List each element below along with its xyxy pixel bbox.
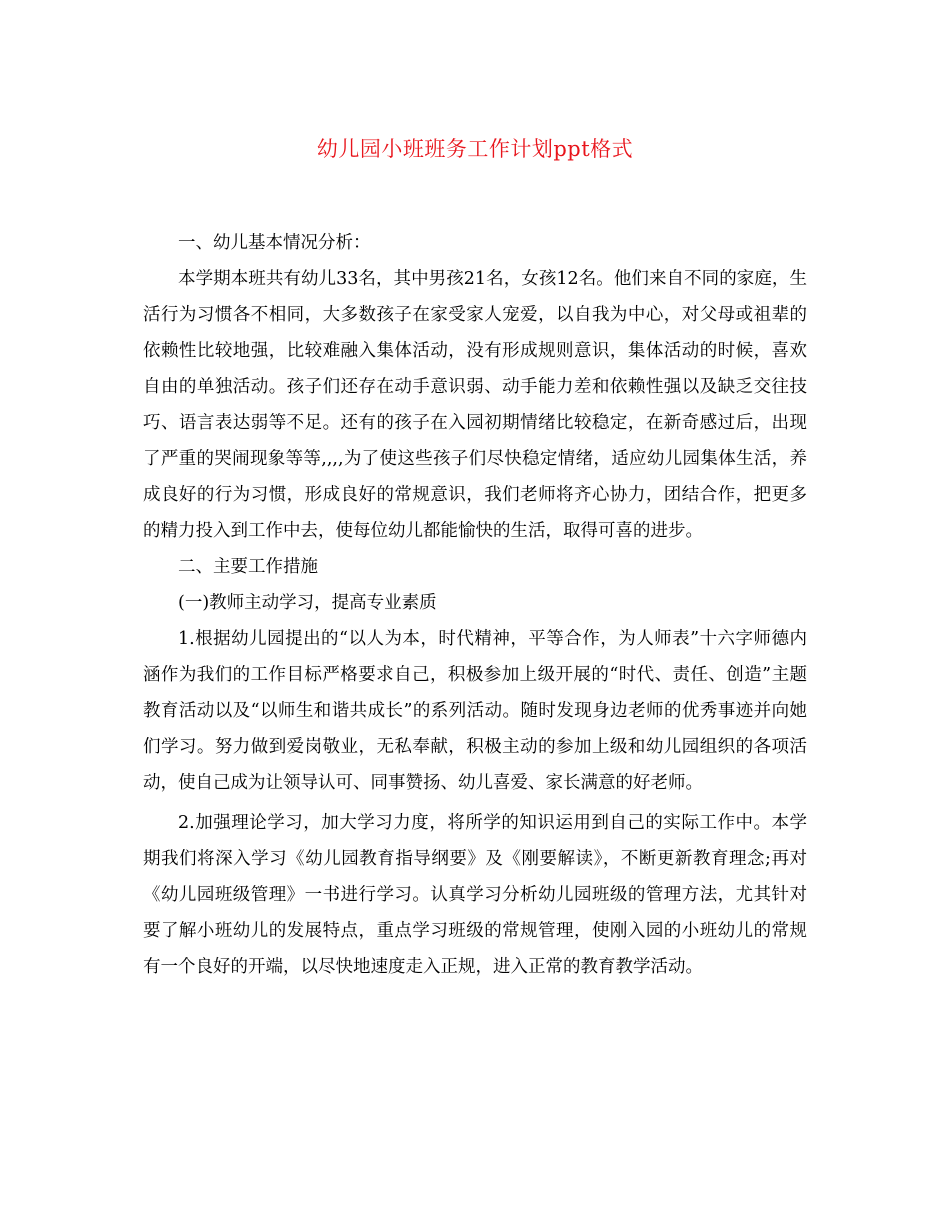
subsection-heading-1: (一)教师主动学习，提高专业素质	[178, 593, 437, 613]
section-heading-1: 一、幼儿基本情况分析：	[178, 233, 371, 253]
paragraph-children-analysis: 本学期本班共有幼儿33名，其中男孩21名，女孩12名。他们来自不同的家庭，生活行为习惯各不相同，大多数孩子在家受家人宠爱，以自我为中心，对父母或祖辈的依赖性比较地强，比较难融入集体活动，没有形成规则意识，集体活动的时候，喜欢自由的单独活动。孩子们还存在动手意识弱、动手能力差和依赖性强以及缺乏交往技巧、语言表达弱等不足。还有的孩子在入园初期情绪比较稳定，在新奇感过后，出现了严重的哭闹现象等等,,,,为了使这些孩子们尽快稳定情绪，适应幼儿园集体生活，养成良好的行为习惯，形成良好的常规意识，我们老师将齐心协力，团结合作，把更多的精力投入到工作中去，使每位幼儿都能愉快的生活，取得可喜的进步。	[143, 269, 807, 541]
paragraph-measure-1: 1.根据幼儿园提出的“以人为本，时代精神，平等合作，为人师表”十六字师德内涵作为我们的工作目标严格要求自己，积极参加上级开展的“时代、责任、创造”主题教育活动以及“以师生和谐共成长”的系列活动。随时发现身边老师的优秀事迹并向她们学习。努力做到爱岗敬业，无私奉献，积极主动的参加上级和幼儿园组织的各项活动，使自己成为让领导认可、同事赞扬、幼儿喜爱、家长满意的好老师。	[143, 629, 807, 793]
section-heading-2: 二、主要工作措施	[178, 557, 318, 577]
paragraph-measure-2: 2.加强理论学习，加大学习力度，将所学的知识运用到自己的实际工作中。本学期我们将深入学习《幼儿园教育指导纲要》及《刚要解读》，不断更新教育理念;再对《幼儿园班级管理》一书进行学习。认真学习分析幼儿园班级的管理方法，尤其针对要了解小班幼儿的发展特点，重点学习班级的常规管理，使刚入园的小班幼儿的常规有一个良好的开端，以尽快地速度走入正规，进入正常的教育教学活动。	[143, 813, 807, 977]
document-body	[143, 225, 807, 985]
document-title: 幼儿园小班班务工作计划ppt格式	[316, 137, 634, 161]
